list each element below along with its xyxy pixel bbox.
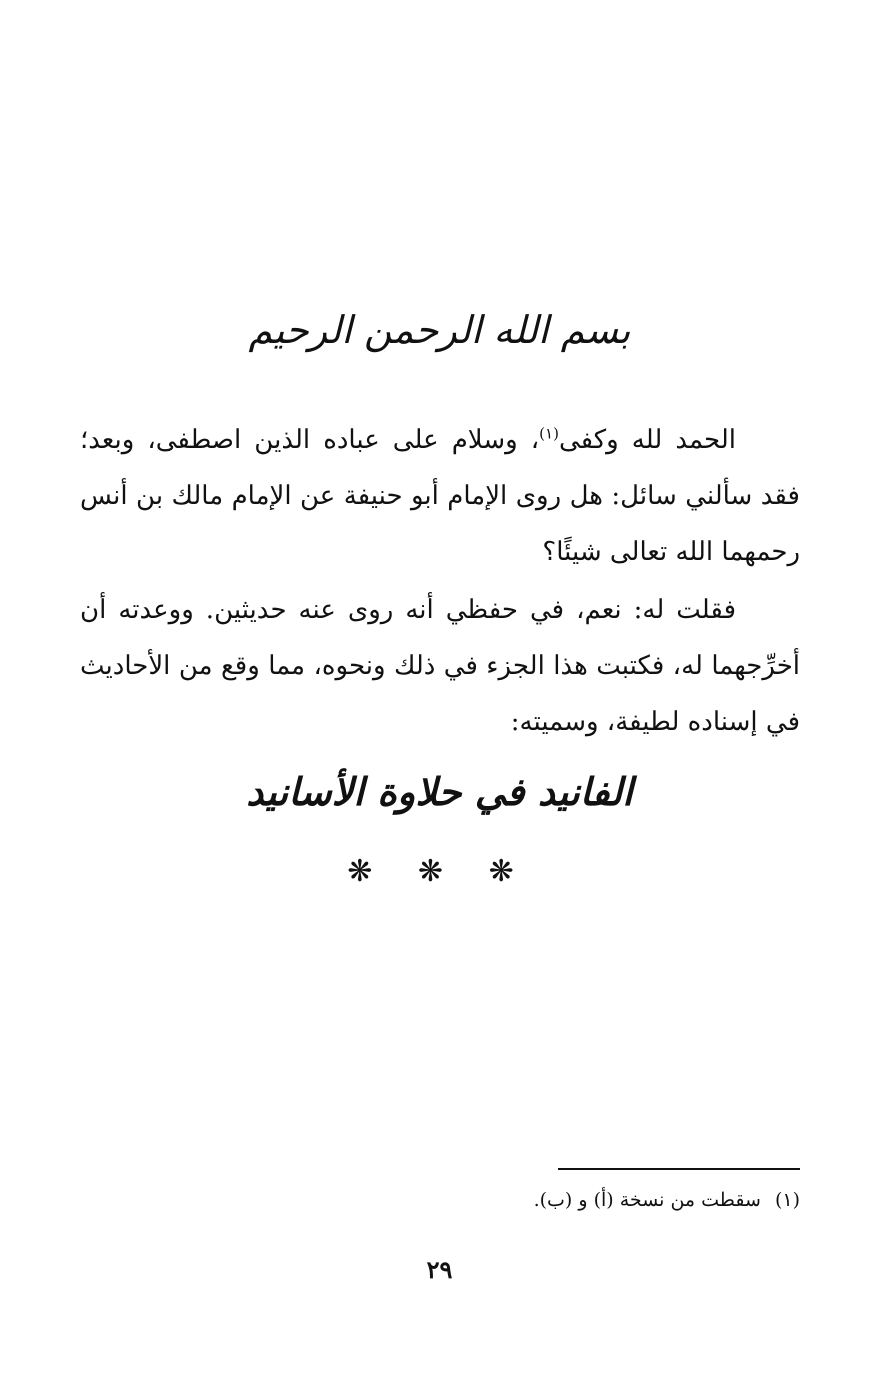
section-divider-stars: ❋ ❋ ❋ [347, 854, 532, 889]
second-paragraph-text: فقلت له: نعم، في حفظي أنه روى عنه حديثين. ووعدته أن أخرِّجهما له، فكتبت هذا الجزء في ذلك ونحوه، مما وقع من الأحاديث في إسناده لطيفة، وسميته: [80, 595, 800, 737]
footnote-separator-rule [558, 1168, 800, 1170]
opening-text: الحمد لله وكفى [558, 425, 736, 455]
opening-text-continued: ، وسلام على عباده الذين اصطفى، وبعد؛ فقد سألني سائل: هل روى الإمام أبو حنيفة عن الإمام مالك بن أنس رحمهما الله تعالى شيئًا؟ [80, 425, 800, 567]
book-title: الفانيد في حلاوة الأسانيد [246, 769, 633, 814]
page-number: ٢٩ [426, 1255, 453, 1284]
second-paragraph [80, 582, 800, 750]
footnote-text: سقطت من نسخة (أ) و (ب). [533, 1189, 761, 1211]
footnote-reference: (١) [539, 424, 559, 443]
footnote-marker: (١) [774, 1189, 800, 1211]
footnote [80, 1184, 800, 1216]
basmala-heading: بسم الله الرحمن الرحيم [248, 308, 631, 352]
opening-paragraph [80, 412, 800, 580]
